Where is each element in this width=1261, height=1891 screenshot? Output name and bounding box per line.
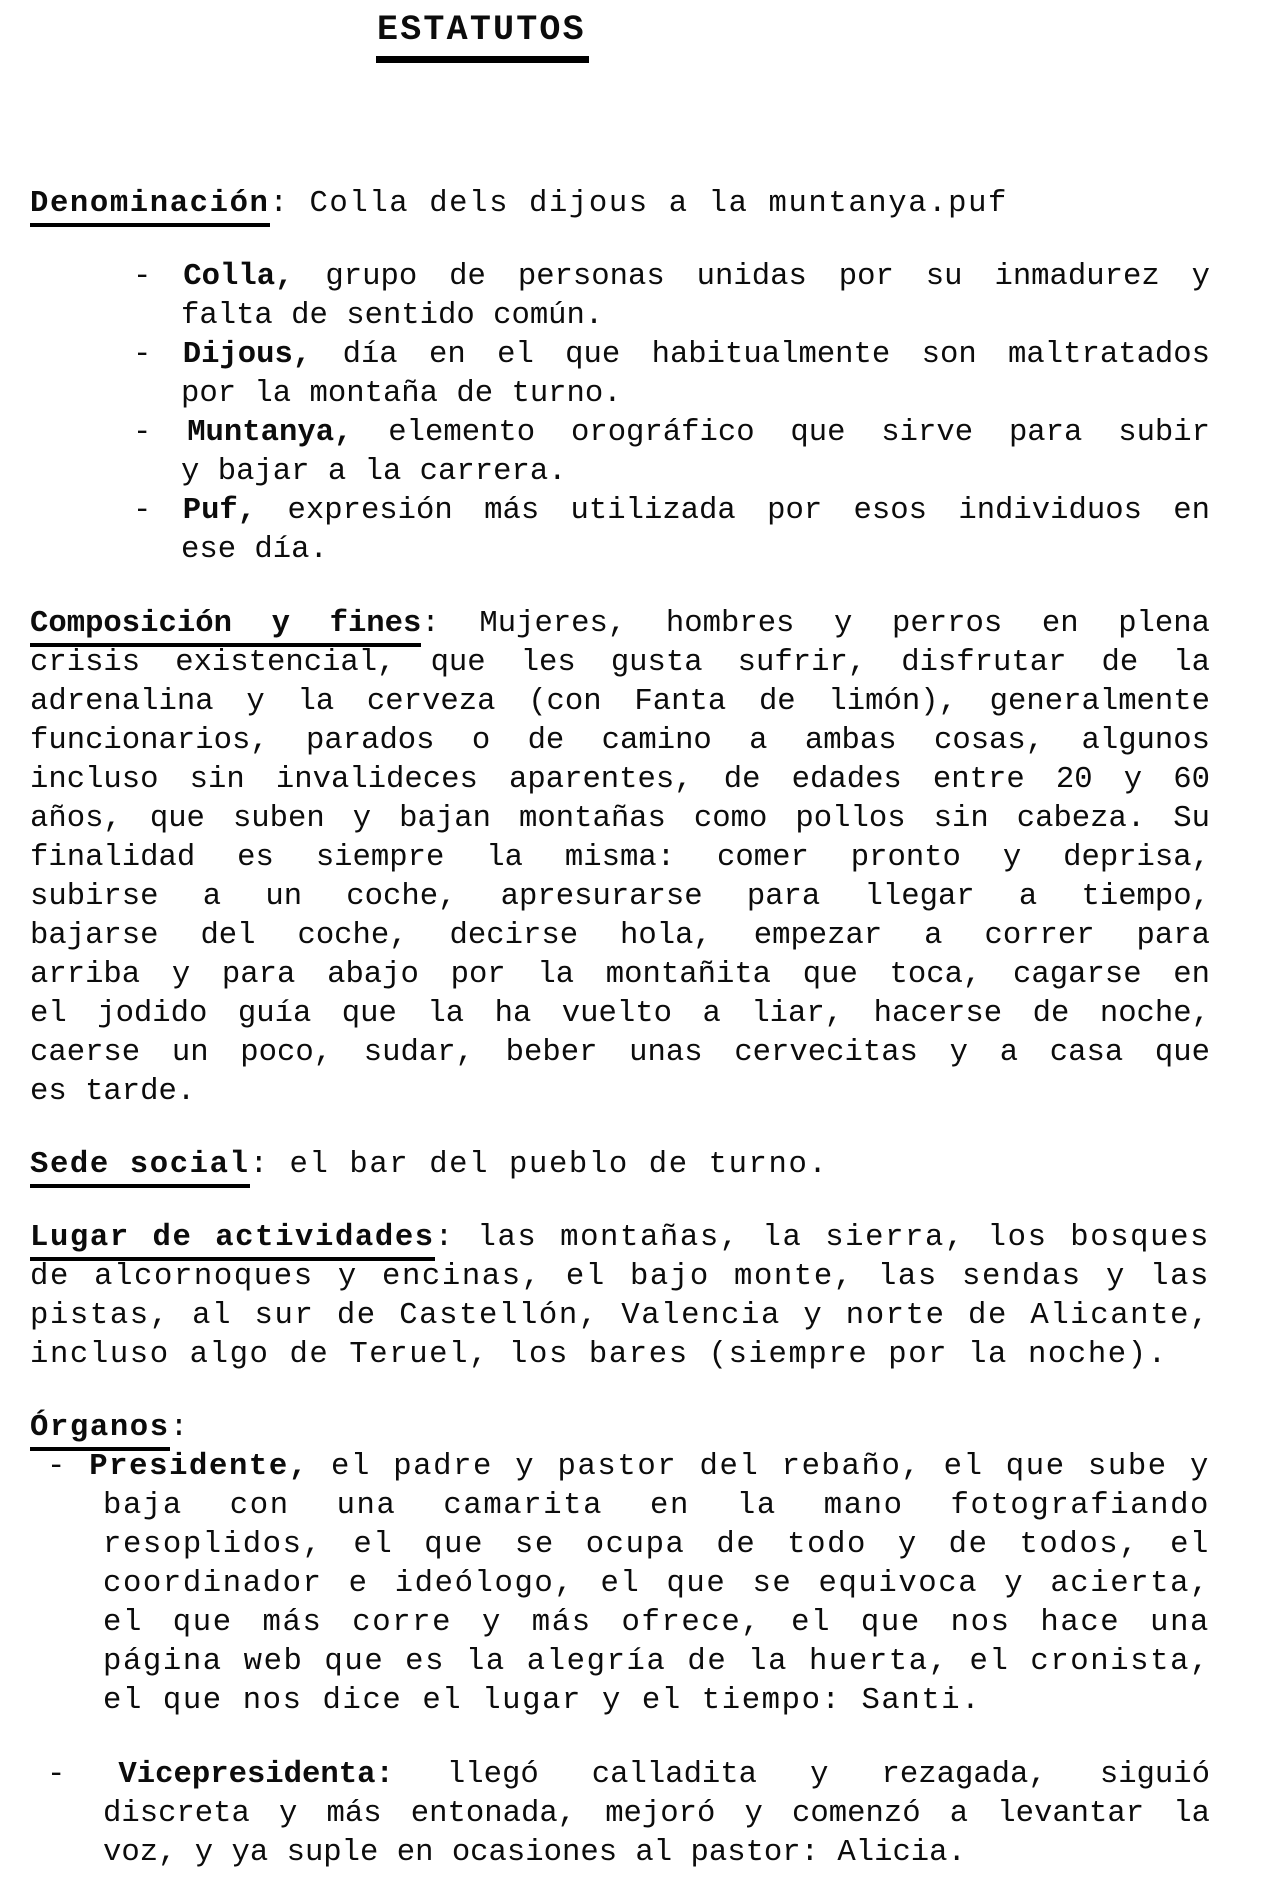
line-text: funcionarios, parados o de camino a ambas cosas, algunos (30, 724, 1210, 758)
line-text: llegó calladita y rezagada, siguió (393, 1758, 1210, 1792)
composicion-line (30, 800, 1210, 839)
vicepresidenta-line (30, 1795, 1210, 1834)
heading-colon: : (434, 1221, 455, 1255)
line-text: voz, y ya suple en ocasiones al pastor: Alicia. (103, 1836, 966, 1870)
line-text: discreta y más entonada, mejoró y comenzó a levantar la (103, 1797, 1210, 1831)
composicion-line (30, 839, 1210, 878)
composicion-line (30, 683, 1210, 722)
line-text: adrenalina y la cerveza (con Fanta de limón), generalmente (30, 685, 1210, 719)
line-text: finalidad es siempre la misma: comer pronto y deprisa, (30, 841, 1210, 875)
line-text: arriba y para abajo por la montañita que toca, cagarse en (30, 958, 1210, 992)
cargo-term: Presidente, (66, 1450, 309, 1484)
sede-text: el bar del pueblo de turno. (269, 1148, 829, 1182)
line-text: coordinador e ideólogo, el que se equivoca y acierta, (103, 1567, 1210, 1601)
line-text: expresión más utilizada por esos individuos en (256, 494, 1210, 528)
lugar-line (30, 1297, 1210, 1336)
heading-colon: : (169, 1411, 190, 1445)
composicion-line (30, 761, 1210, 800)
line-text: Mujeres, hombres y perros en plena (439, 607, 1210, 641)
lugar-line (30, 1258, 1210, 1297)
sede-heading: Sede social (30, 1148, 250, 1188)
line-text: falta de sentido común. (181, 299, 604, 333)
line-text: día en el que habitualmente son maltratados (311, 338, 1210, 372)
line-text: caerse un poco, sudar, beber unas cervecitas y a casa que (30, 1036, 1210, 1070)
lugar-heading: Lugar de actividades (30, 1221, 435, 1261)
bullet-marker: - (47, 1450, 67, 1484)
presidente-line (30, 1604, 1210, 1643)
definition-puf-line2 (30, 531, 1210, 570)
line-text: subirse a un coche, apresurarse para llegar a tiempo, (30, 880, 1210, 914)
cargo-term: Vicepresidenta: (65, 1758, 394, 1792)
line-text: pistas, al sur de Castellón, Valencia y norte de Alicante, (30, 1299, 1210, 1333)
composicion-line (30, 878, 1210, 917)
definition-colla-line1 (30, 258, 1210, 297)
organos-heading: Órganos (30, 1411, 170, 1451)
composicion-section (30, 605, 1210, 1112)
document-title: ESTATUTOS (376, 8, 589, 63)
definition-term: Muntanya, (151, 416, 353, 450)
line-text: las montañas, la sierra, los bosques (454, 1221, 1210, 1255)
line-text: grupo de personas unidas por su inmadurez y (293, 260, 1210, 294)
denominacion-heading: Denominación (30, 187, 270, 227)
presidente-line (30, 1487, 1210, 1526)
definition-term: Dijous, (151, 338, 312, 372)
heading-colon: : (269, 187, 290, 221)
composicion-last-line (30, 1073, 1210, 1112)
document-title-row (30, 0, 1210, 63)
line-text: el que más corre y más ofrece, el que nos hace una (103, 1606, 1210, 1640)
definition-muntanya-line1 (30, 414, 1210, 453)
line-text: el padre y pastor del rebaño, el que sube y (308, 1450, 1210, 1484)
heading-colon: : (421, 607, 440, 641)
definition-list (30, 258, 1210, 570)
lugar-last-line (30, 1336, 1210, 1375)
definition-term: Colla, (151, 260, 294, 294)
definition-muntanya-line2 (30, 453, 1210, 492)
sede-line (30, 1146, 1210, 1185)
cargo-vicepresidenta (30, 1756, 1210, 1873)
presidente-line (30, 1643, 1210, 1682)
line-text: el jodido guía que la ha vuelto a liar, hacerse de noche, (30, 997, 1210, 1031)
definition-dijous-line1 (30, 336, 1210, 375)
definition-colla-line2 (30, 297, 1210, 336)
line-text: baja con una camarita en la mano fotografiando (103, 1489, 1210, 1523)
composicion-line (30, 956, 1210, 995)
denominacion-text: Colla dels dijous a la muntanya.puf (289, 187, 1009, 221)
line-text: por la montaña de turno. (181, 377, 622, 411)
presidente-line1 (30, 1448, 1210, 1487)
line-text: años, que suben y bajan montañas como pollos sin cabeza. Su (30, 802, 1210, 836)
line-text: resoplidos, el que se ocupa de todo y de todos, el (103, 1528, 1210, 1562)
composicion-line (30, 644, 1210, 683)
line-text: incluso algo de Teruel, los bares (siempre por la noche). (30, 1338, 1168, 1372)
line-text: incluso sin invalideces aparentes, de edades entre 20 y 60 (30, 763, 1210, 797)
vicepresidenta-last-line (30, 1834, 1210, 1873)
bullet-marker: - (133, 260, 152, 294)
line-text: y bajar a la carrera. (181, 455, 567, 489)
presidente-last-line (30, 1682, 1210, 1721)
composicion-line (30, 722, 1210, 761)
definition-term: Puf, (151, 494, 257, 528)
line-text: página web que es la alegría de la huerta, el cronista, (103, 1645, 1210, 1679)
line-text: es tarde. (30, 1075, 196, 1109)
heading-colon: : (249, 1148, 270, 1182)
organos-line (30, 1409, 1210, 1448)
bullet-marker: - (47, 1758, 66, 1792)
lugar-section (30, 1219, 1210, 1375)
composicion-line (30, 995, 1210, 1034)
composicion-line1 (30, 605, 1210, 644)
line-text: bajarse del coche, decirse hola, empezar a correr para (30, 919, 1210, 953)
bullet-marker: - (133, 416, 152, 450)
bullet-marker: - (133, 338, 152, 372)
composicion-line (30, 1034, 1210, 1073)
presidente-line (30, 1526, 1210, 1565)
line-text: de alcornoques y encinas, el bajo monte, las sendas y las (30, 1260, 1210, 1294)
vicepresidenta-line1 (30, 1756, 1210, 1795)
line-text: el que nos dice el lugar y el tiempo: Santi. (103, 1684, 982, 1718)
bullet-marker: - (133, 494, 152, 528)
line-text: ese día. (181, 533, 328, 567)
composicion-line (30, 917, 1210, 956)
presidente-line (30, 1565, 1210, 1604)
line-text: crisis existencial, que les gusta sufrir, disfrutar de la (30, 646, 1210, 680)
lugar-line1 (30, 1219, 1210, 1258)
cargo-presidente (30, 1448, 1210, 1721)
definition-dijous-line2 (30, 375, 1210, 414)
denominacion-line (30, 185, 1210, 224)
line-text: elemento orográfico que sirve para subir (352, 416, 1211, 450)
definition-puf-line1 (30, 492, 1210, 531)
composicion-heading: Composición y fines (30, 607, 421, 647)
